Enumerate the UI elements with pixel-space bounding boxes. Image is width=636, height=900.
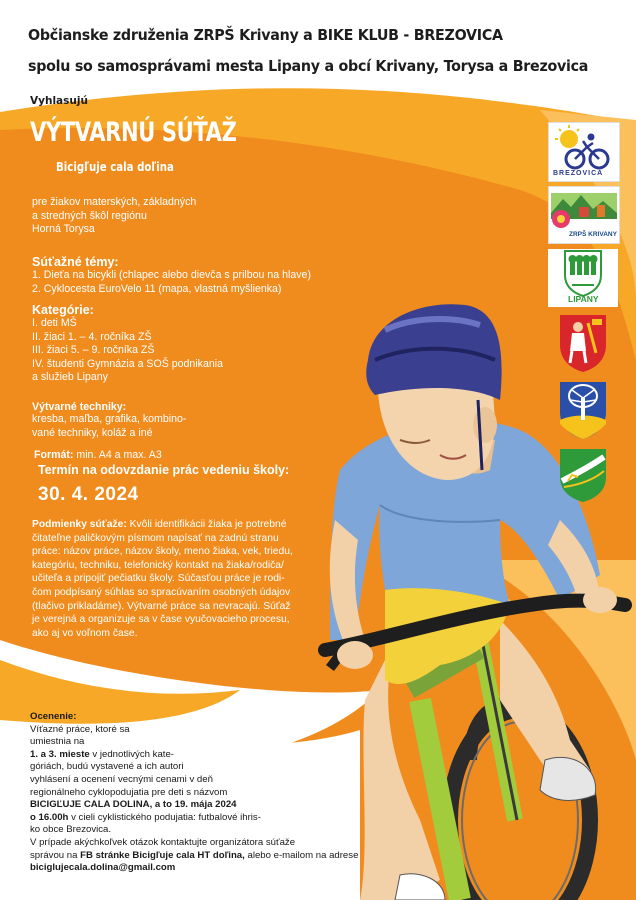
conditions-line: čom podpísaný súhlas so spracúvaním osobných údajov (32, 586, 291, 598)
lipany-coat-of-arms (548, 249, 618, 307)
intro-text: Vyhlasujú (30, 95, 88, 107)
awards-heading: Ocenenie: (30, 711, 77, 722)
audience-line: a stredných škôl regiónu (32, 209, 147, 222)
contact-email[interactable]: biciglujecala.dolina@gmail.com (30, 862, 176, 874)
techniques-line: vané techniky, koláž a iné (32, 426, 153, 439)
category-item: a služieb Lipany (32, 371, 108, 384)
brezovica-shield-icon (548, 447, 618, 503)
audience-block (32, 196, 196, 237)
themes-heading: Súťažné témy: (32, 255, 119, 269)
lipany-shield-icon (548, 249, 618, 297)
awards-line: góriách, budú vystavené a ich autori (30, 761, 184, 773)
theme-item: 2. Cyklocesta EuroVelo 11 (mapa, vlastná myšlienka) (32, 282, 282, 295)
categories-section (32, 303, 223, 385)
brezovica-bike-logo (548, 122, 620, 182)
awards-time: o 16.00h (30, 811, 69, 823)
awards-line: alebo e-mailom na adrese (244, 849, 359, 861)
krivany-coat-of-arms (548, 313, 618, 373)
conditions-line: kategóriu, techniku, telefonický kontakt na žiaka/rodiča/ (32, 559, 284, 571)
awards-block (30, 711, 370, 875)
awards-line: v jednotlivých kate- (89, 748, 174, 760)
techniques-heading: Výtvarné techniky: (32, 401, 127, 413)
audience-line: pre žiakov materských, základných (32, 196, 197, 208)
conditions-line: (tlačivo prikladáme). Výtvarné práce sa nevracajú. Súťaž (32, 600, 291, 612)
deadline-label: Termín na odovzdanie prác vedeniu školy: (38, 463, 290, 477)
conditions-line: čitateľne paličkovým písmom napísať na zadnú stranu (32, 532, 279, 544)
page-subtitle: Bicigľuje cala doľina (56, 160, 174, 174)
conditions-line: učiteľa a pripojiť pečiatku školy. Súčasťou práce je rodi- (32, 573, 285, 585)
conditions-label: Podmienky súťaže: (32, 519, 127, 530)
category-item: II. žiaci 1. – 4. ročníka ZŠ (32, 330, 152, 343)
conditions-line: ako aj vo voľnom čase. (32, 627, 138, 639)
awards-line: regionálneho cyklopodujatia pre deti s názvom (30, 786, 228, 798)
format-line (34, 449, 162, 463)
torysa-coat-of-arms (548, 380, 618, 440)
awards-line: v cieli cyklistického podujatia: futbalové ihris- (68, 811, 261, 823)
brezovica-logo-text: BREZOVICA (553, 170, 604, 177)
category-item: III. žiaci 5. – 9. ročníka ZŠ (32, 344, 155, 357)
zrps-krivany-logo (548, 186, 620, 244)
format-value: min. A4 a max. A3 (73, 449, 162, 461)
awards-event: BICIGĽUJE CALA DOLINA, a to 19. mája 2024 (30, 799, 237, 811)
brezovica-coat-of-arms (548, 447, 618, 503)
krivany-logo-text: ZRPŠ KRIVANY (569, 231, 617, 238)
awards-line: Víťazné práce, ktoré sa (30, 723, 130, 735)
audience-line: Horná Torysa (32, 223, 95, 236)
conditions-block (32, 518, 332, 640)
header-line-1: Občianske združenia ZRPŠ Krivany a BIKE KLUB - BREZOVICA (28, 26, 503, 44)
awards-line: ko obce Brezovica. (30, 824, 112, 836)
conditions-first: Kvôli identifikácii žiaka je potrebné (126, 519, 287, 530)
awards-places: 1. a 3. mieste (30, 748, 90, 760)
category-item: I. deti MŠ (32, 317, 77, 329)
fb-page-link[interactable]: FB stránke Bicigľuje cala HT doľina, (80, 849, 245, 861)
awards-line: V prípade akýchkoľvek otázok kontaktujte organizátora súťaže (30, 836, 296, 848)
conditions-line: je verejná a organizuje sa v čase vyučovacieho procesu, (32, 614, 290, 626)
torysa-shield-icon (548, 380, 618, 440)
awards-line: vyhlásení a ocenení vecnými cenami v deň (30, 773, 213, 785)
format-label: Formát: (34, 449, 74, 461)
conditions-line: práce: názov práce, názov školy, meno žiaka, vek, triedu, (32, 546, 293, 558)
krivany-shield-icon (548, 313, 618, 373)
techniques-line: kresba, maľba, grafika, kombino- (32, 413, 187, 425)
deadline-date: 30. 4. 2024 (38, 484, 139, 505)
category-item: IV. študenti Gymnázia a SOŠ podnikania (32, 357, 223, 370)
techniques-section (32, 401, 186, 440)
header-line-2: spolu so samosprávami mesta Lipany a obcí Krivany, Torysa a Brezovica (28, 57, 589, 75)
page-title: VÝTVARNÚ SÚŤAŽ (30, 117, 237, 148)
awards-line: správou na (30, 849, 81, 861)
lipany-logo-text: LIPANY (568, 294, 599, 304)
awards-line: umiestnia na (30, 736, 85, 748)
theme-item: 1. Dieťa na bicykli (chlapec alebo dievča s prilbou na hlave) (32, 269, 311, 281)
categories-heading: Kategórie: (32, 303, 94, 317)
themes-section (32, 255, 311, 296)
